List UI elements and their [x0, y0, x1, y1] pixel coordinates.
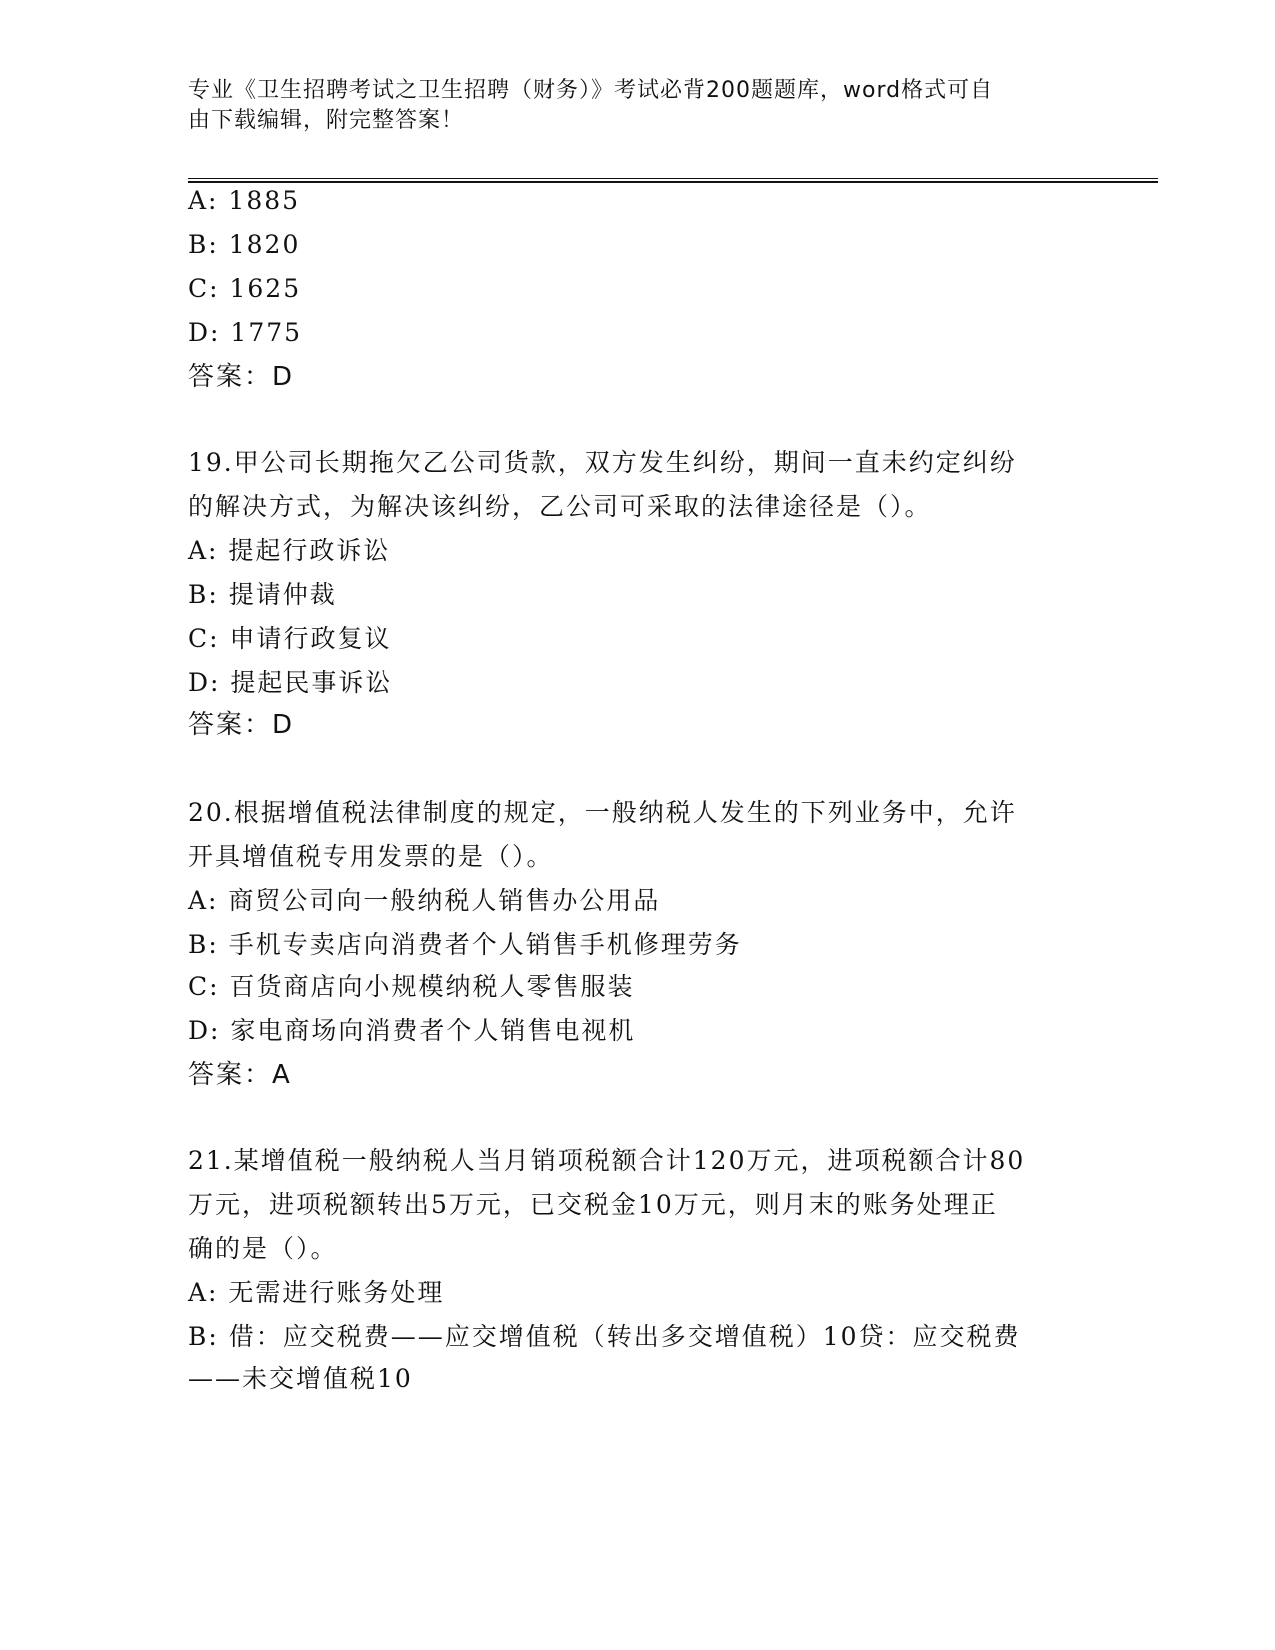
q21-stem-line-2: 万元，进项税额转出5万元，已交税金10万元，则月末的账务处理正 — [188, 1190, 998, 1219]
q18-option-d: D: 1775 — [188, 318, 303, 347]
q21-stem-line-1: 21.某增值税一般纳税人当月销项税额合计120万元，进项税额合计80 — [188, 1146, 1026, 1175]
q20-option-a: A: 商贸公司向一般纳税人销售办公用品 — [188, 886, 661, 915]
q18-answer: 答案：D — [188, 362, 295, 392]
header-divider-thick — [188, 181, 1158, 183]
q18-option-a: A: 1885 — [188, 186, 301, 215]
q19-option-b: B: 提请仲裁 — [188, 580, 337, 609]
header-divider-thin — [188, 178, 1158, 179]
q19-stem-line-2: 的解决方式，为解决该纠纷，乙公司可采取的法律途径是（）。 — [188, 492, 932, 521]
q19-answer: 答案：D — [188, 710, 295, 740]
q19-option-d: D: 提起民事诉讼 — [188, 668, 393, 697]
header-line-1: 专业《卫生招聘考试之卫生招聘（财务）》考试必背200题题库，word格式可自 — [188, 78, 994, 103]
document-header — [188, 76, 1068, 136]
q19-option-a: A: 提起行政诉讼 — [188, 536, 391, 565]
q20-stem-line-2: 开具增值税专用发票的是（）。 — [188, 842, 554, 871]
q19-option-c: C: 申请行政复议 — [188, 624, 392, 653]
q19-stem-line-1: 19.甲公司长期拖欠乙公司货款，双方发生纠纷，期间一直未约定纠纷 — [188, 448, 1017, 477]
q20-answer: 答案：A — [188, 1060, 292, 1090]
q21-stem-line-3: 确的是（）。 — [188, 1234, 338, 1263]
q18-option-b: B: 1820 — [188, 230, 301, 259]
q21-option-b-continued: ——未交增值税10 — [188, 1364, 413, 1393]
q20-stem-line-1: 20.根据增值税法律制度的规定，一般纳税人发生的下列业务中，允许 — [188, 798, 1017, 827]
header-line-2: 由下载编辑，附完整答案！ — [188, 108, 465, 133]
q20-option-b: B: 手机专卖店向消费者个人销售手机修理劳务 — [188, 930, 742, 959]
q20-option-c: C: 百货商店向小规模纳税人零售服装 — [188, 972, 635, 1001]
q20-option-d: D: 家电商场向消费者个人销售电视机 — [188, 1016, 636, 1045]
q18-option-c: C: 1625 — [188, 274, 302, 303]
q21-option-a: A: 无需进行账务处理 — [188, 1278, 445, 1307]
q21-option-b: B: 借：应交税费——应交增值税（转出多交增值税）10贷：应交税费 — [188, 1322, 1021, 1351]
